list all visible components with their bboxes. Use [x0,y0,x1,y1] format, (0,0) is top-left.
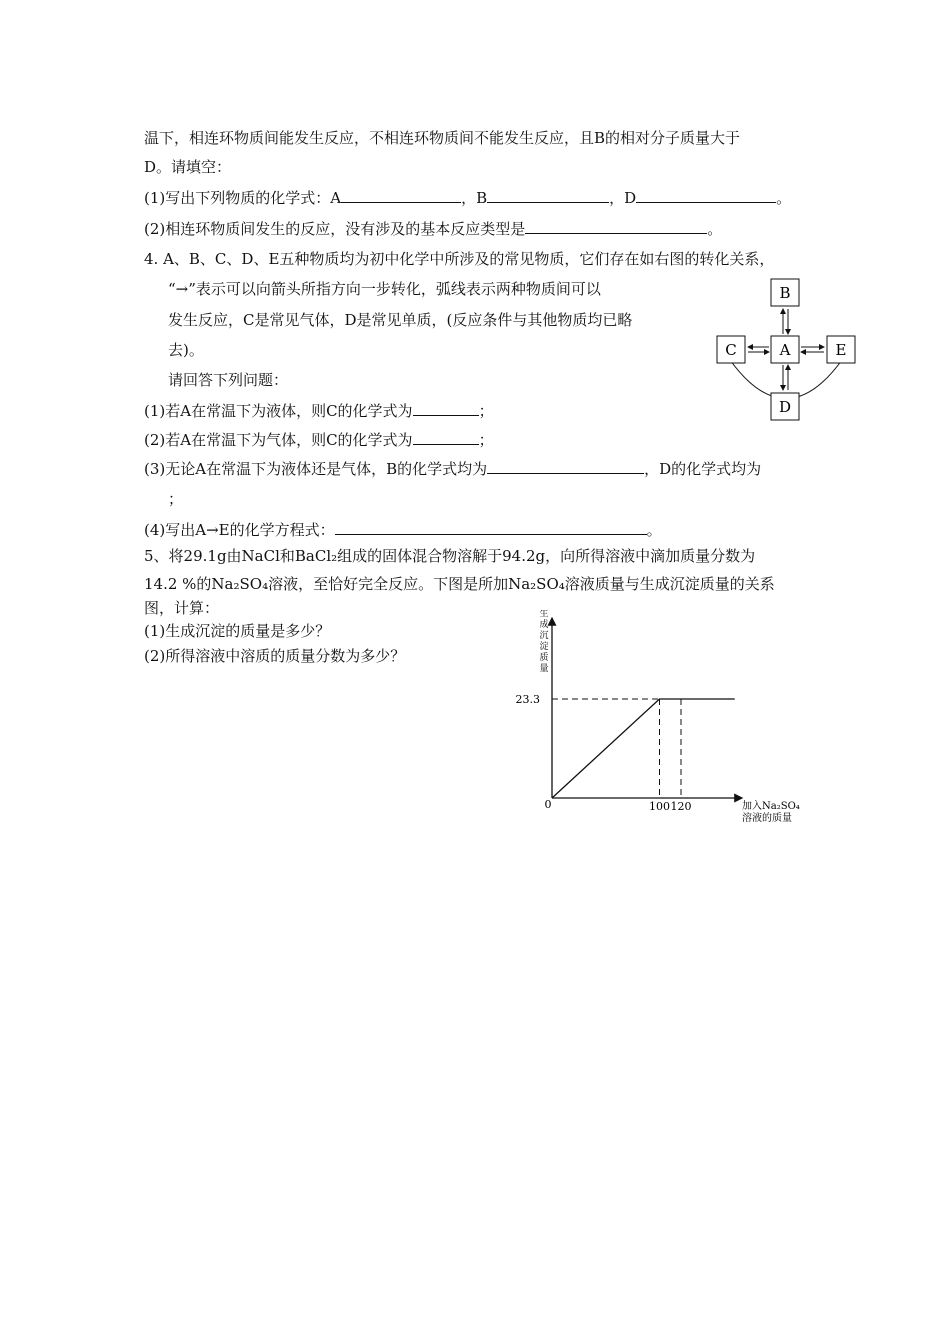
q4-sub3: (3)无论A在常温下为液体还是气体，B的化学式均为 ，D的化学式均为 [144,460,762,478]
q3-blank-d[interactable] [636,187,776,203]
conversion-diagram [710,272,870,432]
label-e: E [835,341,847,359]
label-b: B [779,284,791,302]
q4-line-1: 4. A、B、C、D、E五种物质均为初中化学中所涉及的常见物质，它们存在如右图的转化关系， [144,250,775,268]
y-axis-label-char: 淀 [539,642,549,652]
q4-sub3-cont: ； [168,490,184,508]
label-d: D [778,398,792,416]
q3-sub2: (2)相连环物质间发生的反应，没有涉及的基本反应类型是 。 [144,220,723,238]
y-axis-label-char: 量 [539,664,549,674]
label-a: A [779,341,791,359]
y-axis-label-char: 成 [539,620,549,630]
label-c: C [725,341,737,359]
q4-blank-1[interactable] [413,400,479,416]
x-tick-label-100: 100 [649,800,670,813]
q4-line-4: 去)。 [168,341,204,359]
q4-sub4: (4)写出A→E的化学方程式： 。 [144,521,662,539]
x-axis-label-line-1: 加入Na₂SO₄ [742,801,800,812]
y-axis-label [539,610,548,674]
q3-sub1: (1)写出下列物质的化学式：A ，B ，D 。 [144,189,792,207]
x-tick-label-120: 120 [670,800,692,813]
q4-blank-4[interactable] [335,519,647,535]
y-axis-label-char: 生 [539,610,549,619]
y-axis-label-char: 沉 [539,631,549,641]
q3-blank-type[interactable] [525,218,707,234]
precipitate-chart [510,610,810,830]
q3-line-1: 温下，相连环物质间能发生反应，不相连环物质间不能发生反应，且B的相对分子质量大于 [144,129,741,147]
q4-line-2: “→”表示可以向箭头所指方向一步转化，弧线表示两种物质间可以 [168,280,601,298]
q3-blank-a[interactable] [341,187,461,203]
q4-line-3: 发生反应，C是常见气体，D是常见单质，(反应条件与其他物质均已略 [168,311,633,329]
q4-sub2: (2)若A在常温下为气体，则C的化学式为 ； [144,431,494,449]
q4-sub1: (1)若A在常温下为液体，则C的化学式为 ； [144,402,494,420]
q5-sub2: (2)所得溶液中溶质的质量分数为多少？ [144,647,406,665]
q5-line-2: 14.2 %的Na₂SO₄溶液，至恰好完全反应。下图是所加Na₂SO₄溶液质量与生成沉淀质量的关系 [144,575,775,593]
q3-blank-b[interactable] [487,187,609,203]
q5-line-3: 图，计算： [144,599,220,617]
q4-blank-3[interactable] [487,458,644,474]
origin-label: 0 [544,798,552,811]
q4-line-5: 请回答下列问题： [168,371,289,389]
precipitate-series-line [552,699,735,798]
q5-line-1: 5、将29.1g由NaCl和BaCl₂组成的固体混合物溶解于94.2g，向所得溶液中滴加质量分数为 [144,547,756,565]
q4-blank-2[interactable] [413,429,479,445]
x-axis-label-line-2: 溶液的质量 [742,813,792,824]
y-axis-label-char: 质 [539,653,549,663]
q5-sub1: (1)生成沉淀的质量是多少？ [144,622,331,640]
y-tick-label: 23.3 [515,692,540,706]
q3-line-2: D。请填空： [144,158,232,176]
